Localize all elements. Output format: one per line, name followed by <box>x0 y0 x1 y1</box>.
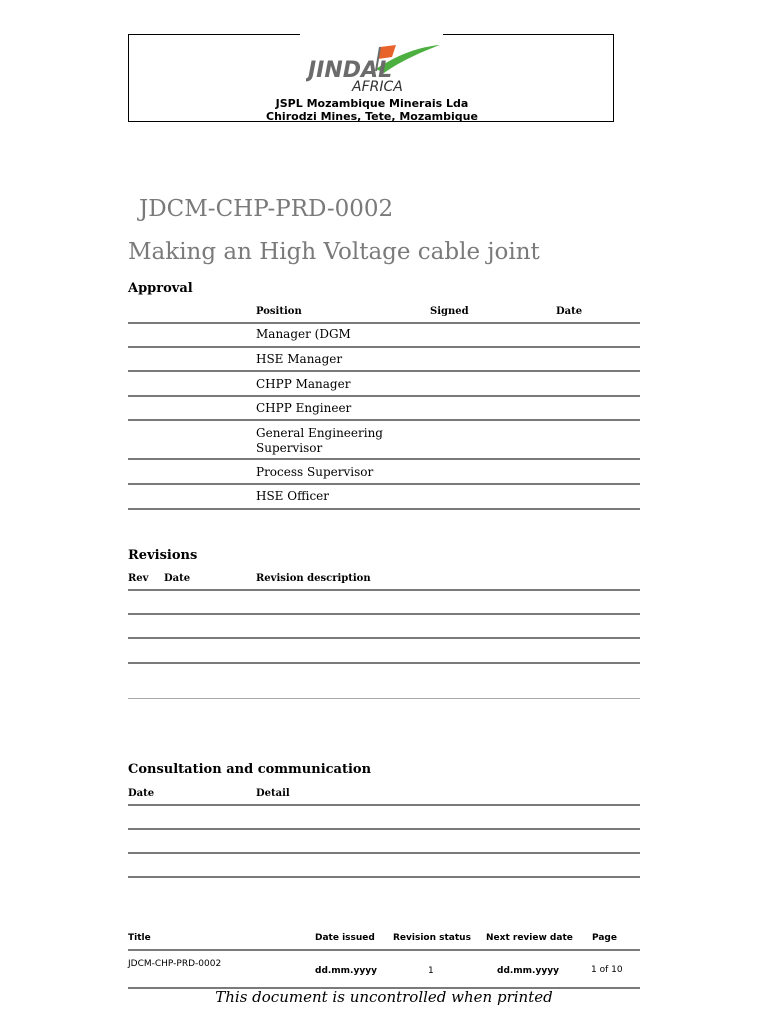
approval-row-position: CHPP Engineer <box>256 401 352 415</box>
footer-col-next-review: Next review date <box>486 933 573 943</box>
footer-title-value: JDCM-CHP-PRD-0002 <box>128 959 222 969</box>
footer-next-review-value: dd.mm.yyyy <box>497 966 559 976</box>
approval-col-date: Date <box>556 306 583 317</box>
approval-row-rule <box>128 419 640 421</box>
footer-page-value: 1 of 10 <box>591 965 623 975</box>
approval-row-position: Supervisor <box>256 441 323 455</box>
consultation-row-rule <box>128 876 640 878</box>
revisions-row-rule <box>128 662 640 664</box>
logo-brand-text: JINDAL <box>308 58 393 83</box>
footer-col-title: Title <box>128 933 151 943</box>
consultation-col-detail: Detail <box>256 788 290 799</box>
revisions-col-description: Revision description <box>256 573 371 584</box>
consultation-row-rule <box>128 828 640 830</box>
approval-row-rule <box>128 483 640 485</box>
footer-date-issued-value: dd.mm.yyyy <box>315 966 377 976</box>
footer-header-rule <box>128 949 640 951</box>
footer-revision-status-value: 1 <box>428 966 434 976</box>
consultation-col-date: Date <box>128 788 155 799</box>
approval-col-position: Position <box>256 306 302 317</box>
footer-col-revision-status: Revision status <box>393 933 471 943</box>
approval-row-rule <box>128 395 640 397</box>
revisions-row-rule <box>128 613 640 615</box>
approval-header-rule <box>128 322 640 324</box>
approval-row-position: HSE Manager <box>256 352 343 366</box>
approval-row-position: HSE Officer <box>256 489 330 503</box>
approval-row-rule <box>128 508 640 510</box>
logo-sub-text: AFRICA <box>352 79 403 95</box>
approval-heading: Approval <box>128 281 193 296</box>
revisions-heading: Revisions <box>128 548 198 563</box>
approval-col-signed: Signed <box>430 306 469 317</box>
revisions-col-date: Date <box>164 573 191 584</box>
approval-row-rule <box>128 458 640 460</box>
revisions-col-rev: Rev <box>128 573 149 584</box>
letterhead-box <box>128 34 614 122</box>
approval-row-rule <box>128 346 640 348</box>
jindal-africa-logo <box>306 39 446 95</box>
revisions-row-rule <box>128 637 640 639</box>
footer-col-date-issued: Date issued <box>315 933 375 943</box>
revisions-row-rule <box>128 698 640 699</box>
footer-col-page: Page <box>592 933 617 943</box>
consultation-row-rule <box>128 852 640 854</box>
document-code: JDCM-CHP-PRD-0002 <box>139 196 394 222</box>
logo-gap <box>300 33 443 37</box>
company-name: JSPL Mozambique Minerais Lda <box>275 97 469 110</box>
consultation-heading: Consultation and communication <box>128 762 372 777</box>
approval-row-rule <box>128 370 640 372</box>
approval-row-position: Process Supervisor <box>256 465 374 479</box>
uncontrolled-notice: This document is uncontrolled when printed <box>215 988 553 1006</box>
approval-row-position: Manager (DGM <box>256 327 351 341</box>
company-location: Chirodzi Mines, Tete, Mozambique <box>266 110 478 123</box>
document-title: Making an High Voltage cable joint <box>128 239 540 265</box>
consultation-header-rule <box>128 804 640 806</box>
revisions-header-rule <box>128 589 640 591</box>
approval-row-position: CHPP Manager <box>256 377 351 391</box>
approval-row-position: General Engineering <box>256 426 383 440</box>
